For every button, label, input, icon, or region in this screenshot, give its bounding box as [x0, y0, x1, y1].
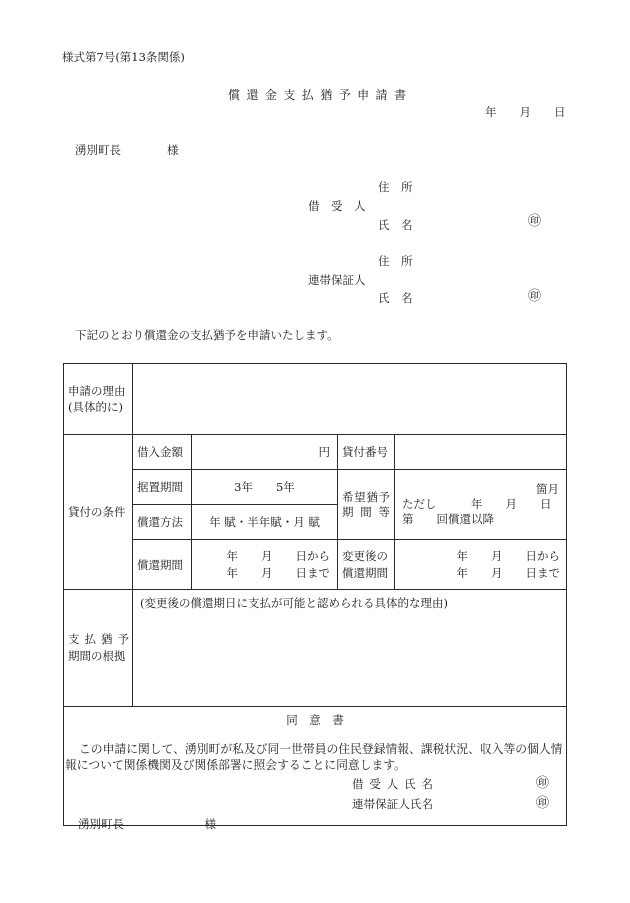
loan-amount-entry — [192, 435, 338, 470]
reason-entry-area — [133, 364, 567, 435]
consent-guarantor-seal-mark: ㊞ — [536, 796, 550, 811]
loan-amount-label: 借入金額 — [137, 445, 183, 459]
consent-title: 同 意 書 — [286, 713, 344, 727]
consent-addressee: 湧別町長 様 — [78, 817, 216, 831]
revised-period-to: 年 月 日まで — [456, 565, 560, 580]
loan-number-entry — [395, 435, 567, 470]
loan-number-label: 貸付番号 — [342, 445, 388, 459]
borrower-address-label: 住 所 — [378, 180, 413, 194]
guarantor-seal-mark: ㊞ — [528, 289, 542, 304]
grace-period-value: 3年 5年 — [234, 480, 295, 494]
loan-amount-label-cell — [133, 435, 192, 470]
revised-period-label: 変更後の — [342, 548, 388, 563]
deferral-basis-label-sub: 期間の根拠 — [68, 649, 126, 663]
guarantor-name-label: 氏 名 — [378, 291, 413, 305]
grace-period-entry — [192, 470, 338, 505]
revised-period-from: 年 月 日から — [456, 548, 560, 563]
loan-amount-unit: 円 — [318, 445, 330, 459]
consent-guarantor-name-label: 連帯保証人氏名 — [352, 797, 433, 811]
consent-text-line-1: この申請に関して、湧別町が私及び同一世帯員の住民登録情報、課税状況、収入等の個人情 — [79, 742, 563, 756]
repayment-period-entry — [192, 540, 338, 590]
application-statement: 下記のとおり償還金の支払猶予を申請いたします。 — [75, 328, 339, 342]
loan-conditions-label-cell — [64, 435, 133, 590]
requested-deferral-entry — [395, 470, 567, 540]
deferral-basis-note: (変更後の償還期日に支払が可能と認められる具体的な理由) — [140, 596, 448, 610]
guarantor-label: 連帯保証人 — [308, 273, 366, 287]
repayment-method-label-cell — [133, 505, 192, 540]
consent-borrower-seal-mark: ㊞ — [536, 776, 550, 791]
repayment-method-label: 償還方法 — [137, 515, 183, 529]
deferral-proviso-date: ただし 年 月 日 — [402, 497, 552, 511]
grace-period-label: 据置期間 — [137, 480, 183, 494]
requested-deferral-label-cell — [338, 470, 395, 540]
repayment-method-entry — [192, 505, 338, 540]
repayment-period-label: 償還期間 — [137, 557, 183, 572]
consent-borrower-name-label: 借 受 人 氏 名 — [352, 777, 433, 791]
grace-period-label-cell — [133, 470, 192, 505]
borrower-seal-mark: ㊞ — [528, 214, 542, 229]
deferral-basis-entry — [133, 590, 567, 707]
date-line: 年 月 日 — [485, 105, 566, 119]
deferral-from-installment: 第 回償還以降 — [402, 512, 494, 526]
repayment-method-options: 年 賦・半年賦・月 賦 — [209, 515, 320, 529]
reason-label-sub: (具体的に) — [68, 400, 123, 414]
repayment-period-to: 年 月 日まで — [226, 565, 330, 580]
guarantor-address-label: 住 所 — [378, 254, 413, 268]
form-number: 様式第7号(第13条関係) — [62, 50, 185, 64]
loan-number-label-cell — [338, 435, 395, 470]
revised-period-label-sub: 償還期間 — [342, 565, 388, 580]
repayment-period-from: 年 月 日から — [226, 548, 330, 563]
consent-text-line-2: 報について関係機関及び関係部署に照会することに同意します。 — [65, 758, 406, 772]
reason-label-cell — [64, 364, 133, 435]
revised-period-label-cell — [338, 540, 395, 590]
consent-section — [64, 707, 567, 831]
borrower-label: 借 受 人 — [308, 199, 366, 213]
reason-label: 申請の理由 — [68, 384, 126, 398]
application-table — [63, 363, 567, 831]
deferral-months: 箇月 — [536, 482, 559, 496]
loan-conditions-label: 貸付の条件 — [68, 505, 126, 519]
addressee: 湧別町長 様 — [75, 143, 179, 157]
borrower-name-label: 氏 名 — [378, 218, 413, 232]
form-title: 償 還 金 支 払 猶 予 申 請 書 — [228, 88, 406, 102]
repayment-period-label-cell — [133, 540, 192, 590]
deferral-basis-label-cell — [64, 590, 133, 707]
deferral-basis-label: 支 払 猶 予 — [68, 632, 129, 646]
requested-deferral-label-sub: 期 間 等 — [342, 504, 390, 519]
requested-deferral-label: 希望猶予 — [342, 489, 390, 504]
revised-period-entry — [395, 540, 567, 590]
